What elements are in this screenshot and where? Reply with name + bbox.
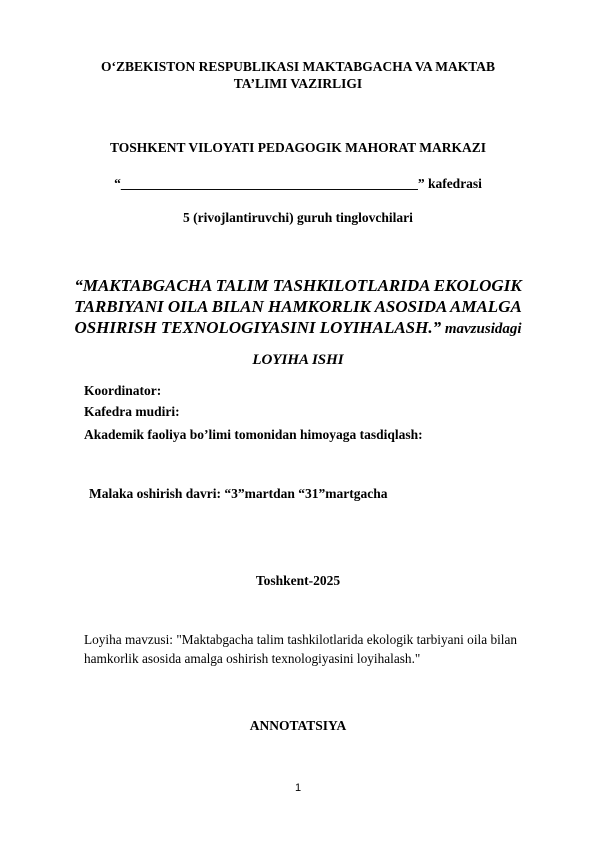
head-of-department-label: Kafedra mudiri: — [84, 404, 180, 419]
title-line-1: “MAKTABGACHA TALIM TASHKILOTLARIDA EKOLOGIK — [74, 276, 522, 295]
project-title — [0, 275, 596, 340]
group-line: 5 (rivojlantiruvchi) guruh tinglovchilari — [183, 210, 413, 225]
title-line-3 — [0, 317, 596, 340]
title-line-3-tail: mavzusidagi — [441, 321, 522, 337]
ministry-line-1: O‘ZBEKISTON RESPUBLIKASI MAKTABGACHA VA MAKTAB — [100, 59, 496, 74]
title-line-2: TARBIYANI OILA BILAN HAMKORLIK ASOSIDA AMALGA — [74, 297, 522, 316]
academic-approval-label: Akademik faoliya bo’limi tomonidan himoyaga tasdiqlash: — [84, 427, 423, 442]
topic-paragraph: Loyiha mavzusi: "Maktabgacha talim tashkilotlarida ekologik tarbiyani oila bilan hamkorlik asosida amalga oshirish texnologiyasini loyihalash." — [84, 632, 518, 666]
department-line: “____________________________________________” kafedrasi — [114, 176, 482, 191]
center-name: TOSHKENT VILOYATI PEDAGOGIK MAHORAT MARKAZI — [109, 140, 487, 155]
ministry-heading — [0, 58, 596, 92]
annotation-heading: ANNOTATSIYA — [249, 718, 347, 733]
city-year: Toshkent-2025 — [255, 573, 341, 588]
title-line-3-main: OSHIRISH TEXNOLOGIYASINI LOYIHALASH.” — [74, 318, 442, 337]
training-period: Malaka oshirish davri: “3”martdan “31”martgacha — [89, 486, 388, 501]
page-number: 1 — [294, 782, 302, 794]
coordinator-label: Koordinator: — [84, 383, 162, 398]
ministry-line-2: TA’LIMI VAZIRLIGI — [233, 76, 363, 91]
work-type: LOYIHA ISHI — [252, 352, 344, 368]
